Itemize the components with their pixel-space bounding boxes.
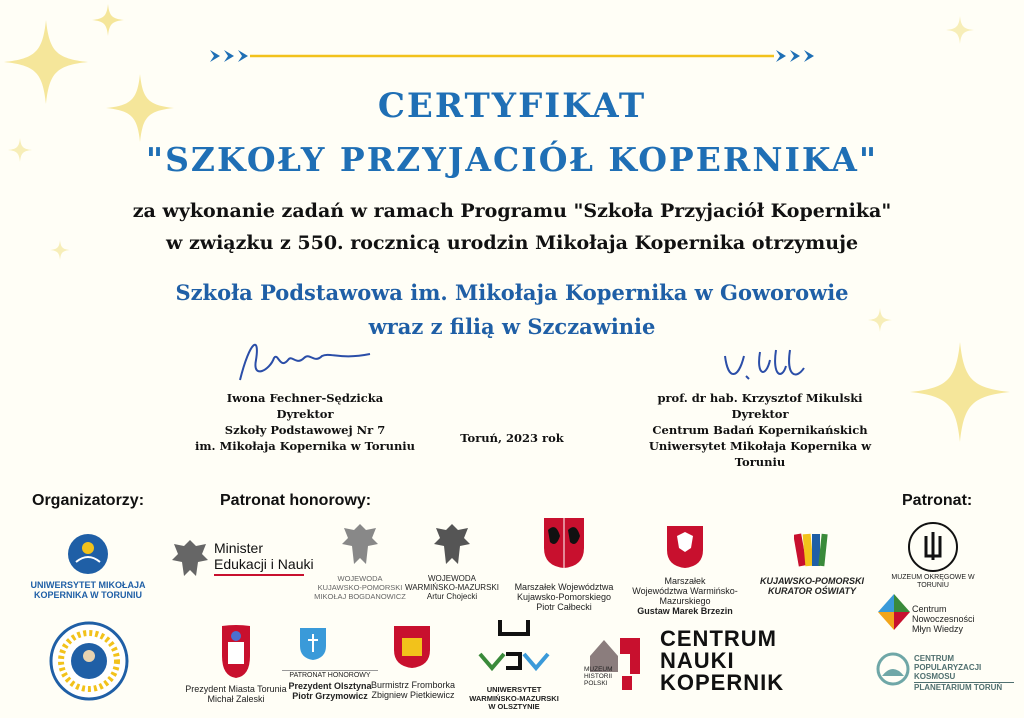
caption-line: MIKOŁAJ BOGDANOWICZ — [314, 592, 406, 601]
caption-line: W OLSZTYNIE — [488, 702, 540, 711]
caption-line: Prezydent Miasta Torunia — [185, 684, 287, 694]
frombork-crest-icon — [392, 624, 432, 670]
organizers-heading: Organizatorzy: — [32, 492, 145, 509]
caption-line: Nowoczesności — [912, 614, 975, 624]
planetarium-logo-icon — [876, 652, 910, 686]
honorary-heading: Patronat honorowy: — [220, 492, 372, 509]
caption-line: KUJAWSKO-POMORSKI — [759, 576, 864, 586]
wojewoda-kp-eagle-icon — [340, 522, 380, 570]
caption-line: WOJEWODA — [428, 574, 476, 583]
star-icon — [92, 4, 124, 36]
muzeum-okregowe-caption: MUZEUM OKRĘGOWE W TORUNIU — [891, 574, 975, 589]
caption-line: WARMIŃSKO-MAZURSKI — [405, 583, 499, 592]
recipient-line2: wraz z filią w Szczawinie — [368, 314, 656, 339]
kurator-books-icon — [794, 530, 830, 570]
mlyn-wiedzy-logo-icon — [876, 592, 912, 634]
planetarium-caption — [914, 654, 1014, 692]
marszalek-kp-crest-icon — [542, 516, 586, 570]
minister-line1: Minister — [214, 540, 264, 556]
caption-line: Burmistrz Fromborka — [370, 680, 455, 690]
cnk-line1: CENTRUM — [660, 626, 777, 651]
star-icon — [910, 342, 1010, 442]
muzeum-okregowe-logo-icon — [906, 520, 960, 574]
school-seal-icon — [48, 620, 130, 702]
caption-line: Centrum — [912, 604, 947, 614]
top-ornament — [200, 42, 824, 70]
signatory-left-name: Iwona Fechner-Sędzicka — [226, 391, 384, 405]
signatory-left-org2: im. Mikołaja Kopernika w Toruniu — [194, 439, 416, 453]
award-text-line2: w związku z 550. rocznicą urodzin Mikołaja Kopernika otrzymuje — [165, 232, 859, 254]
caption-line: Piotr Całbecki — [536, 602, 592, 612]
caption-line: Prezydent Olsztyna — [288, 681, 372, 691]
caption-line: POLSKI — [584, 680, 608, 687]
patronage-heading: Patronat: — [902, 492, 973, 509]
caption-line: Województwa Warmińsko-Mazurskiego — [632, 586, 738, 606]
mlyn-caption — [912, 604, 1002, 634]
cnk-line2: NAUKI — [660, 648, 735, 673]
minister-eagle-icon — [170, 536, 210, 580]
kurator-caption — [748, 576, 876, 596]
wojewoda-wm-caption — [400, 574, 504, 601]
caption-line: KURATOR OŚWIATY — [768, 586, 856, 596]
caption-line: Gustaw Marek Brzezin — [637, 606, 733, 616]
prezydent-torun-caption — [176, 684, 296, 704]
signatory-left-org1: Szkoły Podstawowej Nr 7 — [224, 423, 386, 437]
caption-line: Marszałek — [664, 576, 706, 586]
caption-line: Kujawsko-Pomorskiego — [516, 592, 612, 602]
wojewoda-wm-eagle-icon — [432, 522, 472, 570]
frombork-caption — [366, 680, 460, 700]
uwm-logo-icon — [476, 614, 552, 682]
signatory-right-role: Dyrektor — [731, 407, 789, 421]
place-date: Toruń, 2023 rok — [460, 431, 564, 445]
caption-line: MUZEUM — [584, 666, 613, 673]
recipient-line1: Szkoła Podstawowa im. Mikołaja Kopernika w Goworowie — [175, 280, 849, 305]
caption-line: POPULARYZACJI — [914, 663, 982, 672]
star-icon — [946, 16, 974, 44]
centrum-nauki-kopernik-logo — [660, 628, 784, 694]
caption-line: Michał Zaleski — [207, 694, 265, 704]
torun-crest-icon — [214, 624, 258, 680]
certificate-subtitle: "SZKOŁY PRZYJACIÓŁ KOPERNIKA" — [145, 140, 879, 179]
caption-line: UNIWERSYTET — [486, 685, 542, 694]
caption-line: HISTORII — [584, 673, 613, 680]
signature-right — [720, 346, 810, 386]
signature-left — [230, 330, 380, 390]
certificate-title: CERTYFIKAT — [377, 86, 647, 126]
caption-line: PLANETARIUM TORUŃ — [914, 682, 1014, 692]
caption-line: KOSMOSU — [914, 672, 956, 681]
marszalek-wm-caption — [612, 576, 758, 616]
signatory-right-name: prof. dr hab. Krzysztof Mikulski — [657, 391, 863, 405]
signatory-right-org2: Uniwersytet Mikołaja Kopernika w Toruniu — [648, 439, 872, 469]
caption-line: KUJAWSKO-POMORSKI — [317, 583, 403, 592]
signatory-right-block — [630, 390, 890, 470]
minister-underline — [214, 574, 304, 576]
signatory-left-block — [180, 390, 430, 454]
caption-line: Piotr Grzymowicz — [292, 691, 368, 701]
caption-line: CENTRUM — [914, 654, 954, 663]
caption-line: Artur Chojecki — [426, 592, 478, 601]
olsztyn-crest-icon — [298, 626, 328, 662]
cnk-line3: KOPERNIK — [660, 670, 785, 695]
minister-caption — [214, 540, 314, 576]
caption-line: Młyn Wiedzy — [912, 624, 964, 634]
signatory-right-org1: Centrum Badań Kopernikańskich — [652, 423, 868, 437]
muzeum-historii-caption — [584, 666, 624, 687]
uwm-caption — [464, 686, 564, 712]
caption-line: Marszałek Województwa — [514, 582, 614, 592]
caption-line: WOJEWODA — [337, 574, 383, 583]
prezydent-olsztyn-caption — [282, 670, 378, 701]
marszalek-wm-crest-icon — [665, 524, 705, 570]
signatory-left-role: Dyrektor — [276, 407, 334, 421]
minister-line2: Edukacji i Nauki — [214, 556, 314, 572]
umk-logo-icon — [66, 532, 110, 576]
umk-caption: UNIWERSYTET MIKOŁAJA KOPERNIKA W TORUNIU — [30, 580, 146, 600]
caption-line: PATRONAT HONOROWY — [282, 670, 378, 681]
caption-line: Zbigniew Pietkiewicz — [371, 690, 455, 700]
award-text-line1: za wykonanie zadań w ramach Programu "Szkoła Przyjaciół Kopernika" — [132, 200, 892, 222]
marszalek-kp-caption — [500, 582, 628, 612]
caption-line: WARMIŃSKO-MAZURSKI — [469, 693, 559, 703]
